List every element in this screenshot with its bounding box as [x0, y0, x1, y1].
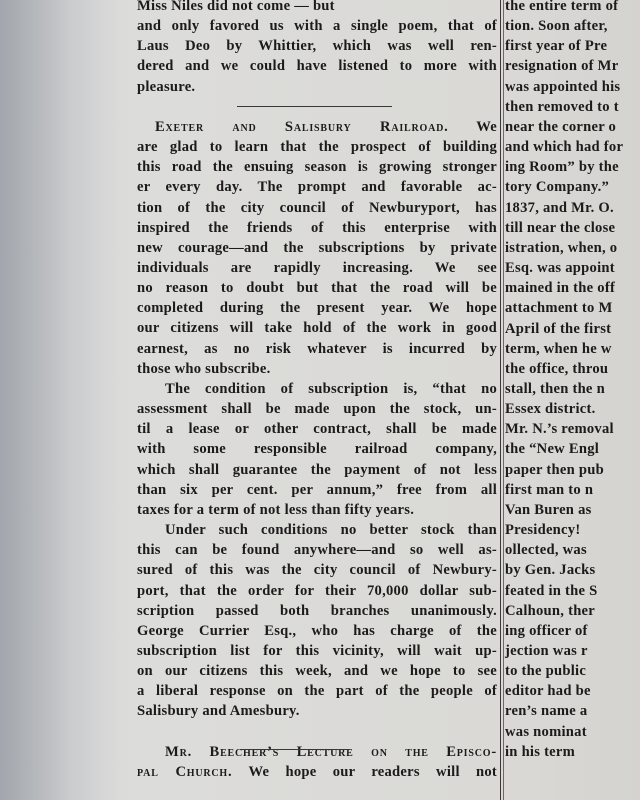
text-line: first year of Pre [505, 38, 608, 55]
spacer [137, 722, 497, 742]
text-line: first man to n [505, 481, 594, 498]
text-line: then removed to t [505, 98, 619, 115]
text-line: till near the close [505, 219, 616, 236]
text-line: this road the ensuing season is growing stronger [137, 159, 497, 176]
text-line: no reason to doubt but that the road will be [137, 280, 497, 297]
section-rule [137, 97, 497, 117]
article-heading: Mr. Beecher’s Lecture on the Episco- [165, 743, 497, 760]
article-heading-line [137, 762, 497, 782]
article-heading: Exeter and Salisbury Railroad. [155, 118, 449, 135]
text-line: sured of this was the city council of Newbury- [137, 562, 497, 579]
page-curl-shadow [0, 0, 120, 800]
text-line: George Currier Esq., who has charge of the [137, 622, 497, 639]
text-line: Esq. was appoint [505, 260, 615, 277]
text-line: istration, when, o [505, 239, 618, 256]
section-rule [240, 749, 350, 750]
text-line: a liberal response on the part of the people of [137, 683, 497, 700]
text-line: feated in the S [505, 582, 598, 599]
text-line: We hope our readers will not [248, 763, 498, 780]
text-line: inspired the friends of this enterprise with [137, 219, 497, 236]
text-line: earnest, as no risk whatever is incurred by [137, 340, 497, 357]
right-column [505, 0, 640, 762]
text-line: ing officer of [505, 622, 588, 639]
text-line: are glad to learn that the prospect of building [137, 139, 497, 156]
text-line: on our citizens this week, and we hope to see [137, 663, 497, 680]
text-line: Miss Niles did not come — but [137, 0, 335, 14]
text-line: with some responsible railroad company, [137, 441, 497, 458]
text-line: was nominat [505, 723, 587, 740]
text-line: paper then pub [505, 461, 604, 478]
text-line: near the corner o [505, 118, 617, 135]
text-line: and only favored us with a single poem, that of [137, 18, 497, 35]
text-line: resignation of Mr [505, 58, 619, 75]
text-line: was appointed his [505, 78, 621, 95]
text-line: Van Buren as [505, 501, 592, 518]
text-line: Calhoun, ther [505, 602, 596, 619]
left-column [137, 0, 497, 782]
text-line: mained in the off [505, 280, 616, 297]
text-line: assessment shall be made upon the stock, un- [137, 401, 497, 418]
text-line: term, when he w [505, 340, 612, 357]
text-line: attachment to M [505, 300, 613, 317]
article-heading-cont: pal Church. [137, 763, 233, 780]
text-line: to the public [505, 663, 587, 680]
text-line: Laus Deo by Whittier, which was well ren- [137, 38, 497, 55]
text-line: Under such conditions no better stock than [165, 522, 497, 539]
text-line: pleasure. [137, 78, 196, 95]
text-line: those who subscribe. [137, 360, 271, 377]
text-line: scription passed both branches unanimously. [137, 602, 497, 619]
article-heading-line [137, 117, 497, 137]
text-line: til a lease or other contract, shall be made [137, 421, 497, 438]
text-line: The condition of subscription is, “that no [165, 380, 497, 397]
text-line: tion of the city council of Newburyport, has [137, 199, 497, 216]
text-line: dered and we could have listened to more with [137, 58, 497, 75]
text-line: completed during the present year. We hope [137, 300, 497, 317]
text-line: ren’s name a [505, 703, 588, 720]
text-line: in his term [505, 743, 576, 760]
text-line: We [476, 118, 497, 135]
text-line: Essex district. [505, 401, 596, 418]
text-line: this can be found anywhere—and so well as- [137, 542, 497, 559]
text-line: by Gen. Jacks [505, 562, 596, 579]
text-line: than six per cent. per annum,” free from all [137, 481, 497, 498]
text-line: 1837, and Mr. O. [505, 199, 614, 216]
text-line: tory Company.” [505, 179, 610, 196]
text-line: jection was r [505, 643, 588, 659]
text-line: which shall guarantee the payment of not less [137, 461, 497, 478]
text-line: Salisbury and Amesbury. [137, 703, 300, 720]
column-rule-inner [503, 0, 504, 800]
text-line: and which had for [505, 139, 624, 156]
text-line: editor had be [505, 683, 591, 700]
text-line: Presidency! [505, 522, 581, 539]
text-line: ing Room” by the [505, 159, 619, 176]
text-line: taxes for a term of not less than fifty years. [137, 501, 415, 518]
text-line: tion. Soon after, [505, 18, 608, 35]
text-line: new courage—and the subscriptions by private [137, 239, 497, 256]
text-line: subscription list for this vicinity, will wait up- [137, 642, 497, 659]
text-line: April of the first [505, 320, 612, 337]
text-line: ollected, was [505, 542, 587, 559]
text-line: Mr. N.’s removal [505, 421, 614, 438]
text-line: individuals are rapidly increasing. We see [137, 260, 497, 277]
text-line: port, that the order for their 70,000 dollar sub- [137, 582, 497, 599]
text-line: the “New Engl [505, 441, 600, 458]
text-line: our citizens will take hold of the work in good [137, 320, 497, 337]
text-line: er every day. The prompt and favorable ac- [137, 179, 497, 196]
text-line: the entire term of [505, 0, 619, 14]
column-rule [500, 0, 501, 800]
text-line: the office, throu [505, 360, 609, 377]
text-line: stall, then the n [505, 380, 605, 397]
